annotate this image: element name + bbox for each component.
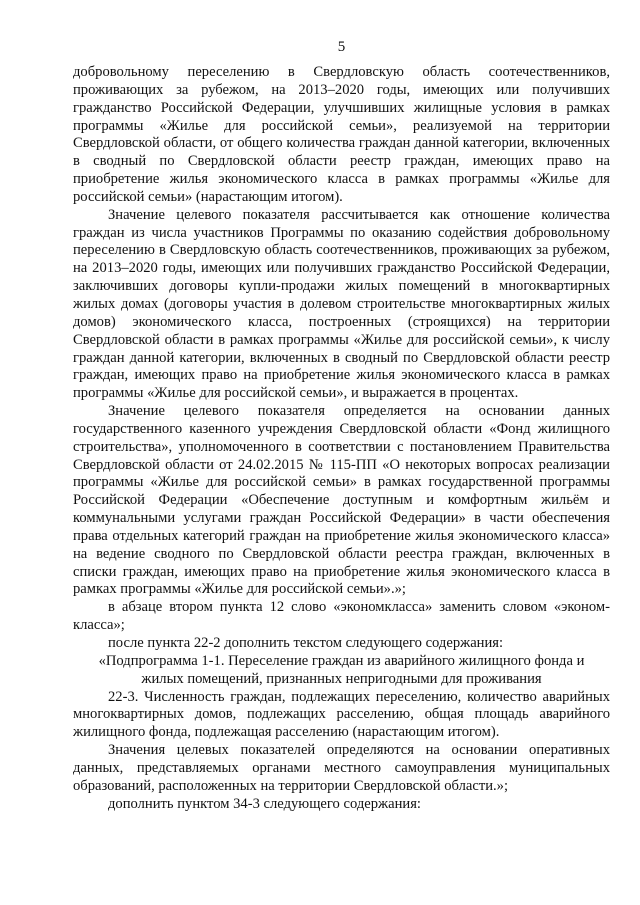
- paragraph-5: после пункта 22-2 дополнить текстом следующего содержания:: [108, 635, 504, 651]
- paragraph-3: Значение целевого показателя определяется на основании данных государственного казенного учреждения Свердловской области «Фонд жилищного строительства», уполномоченного в соответствии с постановлением Правительства Свердловской области от 24.02.2015 № 115-ПП «О некоторых вопросах реализации программы «Жилье для российской семьи» в рамках государственной программы Российской Федерации «Обеспечение доступным и комфортным жильём и коммунальными услугами граждан Российской Федерации» в части обеспечения права отдельных категорий граждан на приобретение жилья экономического класса» на ведение сводного по Свердловской области реестра граждан, включенных в списки граждан, имеющих право на приобретение жилья экономического класса в рамках программы «Жилье для российской семьи».»;: [73, 403, 610, 598]
- subprogram-heading-line-2: жилых помещений, признанных непригодными для проживания: [141, 670, 542, 687]
- document-page: [73, 38, 610, 813]
- paragraph-8: дополнить пунктом 34-3 следующего содержания:: [108, 795, 421, 812]
- paragraph-4: в абзаце втором пункта 12 слово «экономкласса» заменить словом «эконом-класса»;: [73, 599, 610, 634]
- paragraph-1: добровольному переселению в Свердловскую область соотечественников, проживающих за рубежом, на 2013–2020 годы, имеющих или получивших гражданство Российской Федерации, улучшивших жилищные условия в рамках программы «Жилье для российской семьи», реализуемой на территории Свердловской области, от общего количества граждан данной категории, включенных в сводный по Свердловской области реестр граждан, имеющих право на приобретение жилья экономического класса в рамках программы «Жилье для российской семьи» (нарастающим итогом).: [73, 64, 610, 205]
- subprogram-heading-line-1: «Подпрограмма 1-1. Переселение граждан из аварийного жилищного фонда и: [98, 652, 585, 669]
- page-number: 5: [337, 39, 346, 55]
- paragraph-6: 22-3. Численность граждан, подлежащих переселению, количество аварийных многоквартирных домов, подлежащих расселению, общая площадь аварийного жилищного фонда, подлежащая расселению (нарастающим итогом).: [73, 688, 610, 741]
- paragraph-2: Значение целевого показателя рассчитывается как отношение количества граждан из числа участников Программы по оказанию содействия добровольному переселению в Свердловскую область соотечественников, проживающих за рубежом, на 2013–2020 годы, имеющих или получивших гражданство Российской Федерации, заключивших договоры купли-продажи жилых помещений в многоквартирных жилых домах (договоры участия в долевом строительстве многоквартирных жилых домов) экономического класса, построенных (строящихся) на территории Свердловской области в рамках программы «Жилье для российской семьи», к числу граждан данной категории, включенных в сводный по Свердловской области реестр граждан, имеющих право на приобретение жилья экономического класса в рамках программы «Жилье для российской семьи», и выражается в процентах.: [73, 206, 610, 402]
- paragraph-7: Значения целевых показателей определяются на основании оперативных данных, представляемых органами местного самоуправления муниципальных образований, расположенных на территории Свердловской области.»;: [73, 742, 610, 794]
- subprogram-heading: [73, 653, 610, 689]
